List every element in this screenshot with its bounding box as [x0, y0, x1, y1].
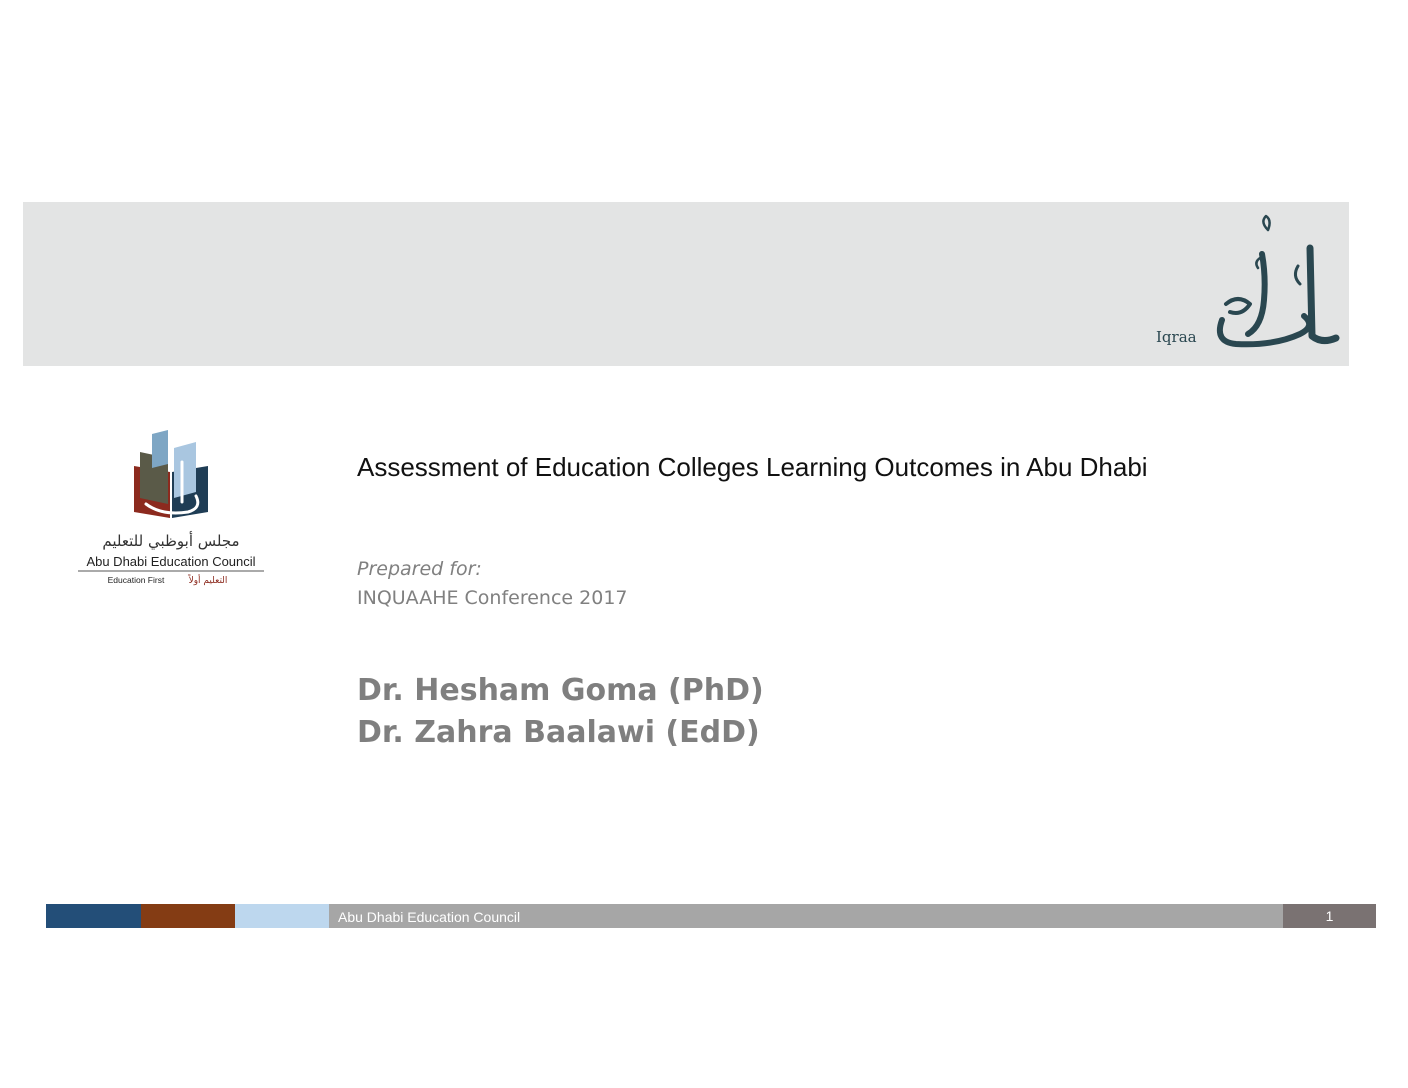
slide-title: Assessment of Education Colleges Learning Outcomes in Abu Dhabi: [357, 452, 1148, 482]
author-1: Dr. Hesham Goma (PhD): [357, 673, 764, 708]
author-2: Dr. Zahra Baalawi (EdD): [357, 715, 760, 750]
conference-name: INQUAAHE Conference 2017: [357, 587, 628, 609]
footer-bar: [46, 904, 1376, 928]
footer-label: Abu Dhabi Education Council: [338, 909, 521, 925]
footer-segment-light-blue: [235, 904, 329, 928]
iqraa-logo: [1150, 208, 1344, 358]
footer-segment-navy: [46, 904, 141, 928]
adec-english-name: Abu Dhabi Education Council: [86, 554, 256, 569]
adec-arabic-name: مجلس أبوظبي للتعليم: [102, 532, 240, 550]
footer-segment-rust: [141, 904, 235, 928]
iqraa-logo-latin-text: Iqraa: [1156, 328, 1197, 346]
adec-tagline-ar: التعليم أولاً: [188, 576, 228, 586]
prepared-for-label: Prepared for:: [357, 558, 482, 580]
adec-tagline-en: Education First: [107, 575, 165, 585]
page-number: 1: [1325, 908, 1334, 924]
adec-logo: [70, 418, 273, 590]
